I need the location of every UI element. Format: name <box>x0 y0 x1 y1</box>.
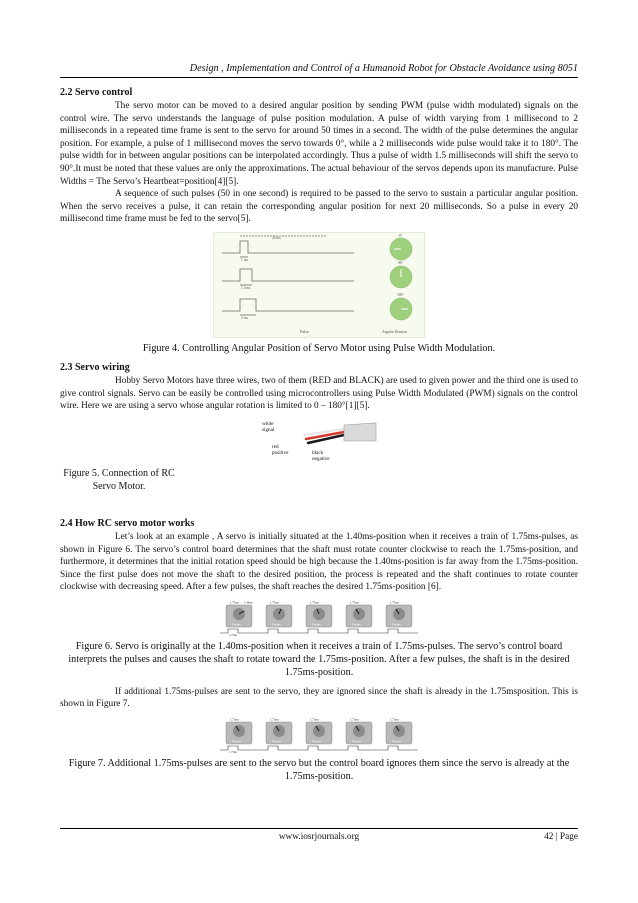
servo-connector <box>344 423 376 441</box>
section-heading-servo-control: 2.2 Servo control <box>60 87 133 98</box>
servo-brand: Futaba <box>312 739 321 744</box>
paragraph: A sequence of such pulses (50 in one second) is required to be passed to the servo to sustain a particular angular position. When the servo receives a pulse, it can retain the corresponding angular position for next 20 milliseconds. So a pulse in every 20 millisecond time frame must be fed to the servo[5]. <box>60 189 578 225</box>
pulse-label: 1.75ms <box>350 600 359 605</box>
pulse-label: 1.75ms <box>270 600 279 605</box>
pulse-label: 1.75ms <box>310 600 319 605</box>
pulse-label: 1.75ms <box>230 717 239 722</box>
figure-7-caption: Figure 7. Additional 1.75ms-pulses are sent to the servo but the control board ignores them since the servo is already at the 1.75ms-position. <box>68 757 570 782</box>
pulse-label: 1.75ms <box>390 717 399 722</box>
label-pulse: Pulse <box>300 328 309 334</box>
label-signal: signal <box>262 426 275 433</box>
section-heading-rc-servo: 2.4 How RC servo motor works <box>60 517 195 529</box>
label-1ms: 1 ms <box>241 257 248 262</box>
label-2ms: 2 ms <box>241 315 248 320</box>
label-positive: positive <box>272 449 289 456</box>
header-rule <box>60 77 578 78</box>
pulse-label: 1.75ms <box>350 717 359 722</box>
label-angular-rotation: Angular Rotation <box>382 329 408 334</box>
pulse-label: 1.75ms <box>270 717 279 722</box>
footer-site: www.iosrjournals.org <box>278 832 360 842</box>
angle-0: 0° <box>399 233 403 238</box>
servo-brand: Futaba <box>232 622 241 627</box>
servo-brand: Futaba <box>392 739 401 744</box>
servo-hold-svg <box>218 717 420 753</box>
pulse-label: 1.75ms <box>230 600 239 605</box>
start-label: 1.40ms <box>244 600 253 605</box>
figure-5-servo-wiring <box>260 419 378 463</box>
figure-6-caption: Figure 6. Servo is originally at the 1.40ms-position when it receives a train of 1.75ms-pulses. The servo’s control board interprets the pulses and causes the shaft to rotate toward the 1.75ms-position. After a few pulses, the shaft is in the desired 1.75ms-position. <box>68 640 570 679</box>
figure-4-caption: Figure 4. Controlling Angular Position of Servo Motor using Pulse Width Modulation. <box>142 342 496 354</box>
label-1-5ms: 1.5 ms <box>241 285 251 290</box>
running-header: Design , Implementation and Control of a Humanoid Robot for Obstacle Avoidance using 8051 <box>189 63 578 74</box>
figure-7-servo-hold <box>218 717 420 753</box>
label-white: white <box>262 420 274 427</box>
servo-brand: Futaba <box>392 622 401 627</box>
section-heading-servo-wiring: 2.3 Servo wiring <box>60 362 130 374</box>
pulse-trace-2ms <box>222 299 354 311</box>
pulse-train <box>220 746 418 750</box>
angle-180: 180° <box>397 292 404 297</box>
pulse-train <box>220 629 418 633</box>
footer-page-number: 42 | Page <box>544 832 578 842</box>
pulse-label: 1.75ms <box>390 600 399 605</box>
pulse-trace-1-5ms <box>222 269 354 281</box>
figure-6-servo-sequence <box>218 600 420 636</box>
paragraph: If additional 1.75ms-pulses are sent to the servo, they are ignored since the shaft is already in the 1.75msposition. This is shown in Figure 7. <box>60 686 578 710</box>
servo-brand: Futaba <box>272 622 281 627</box>
pulse-width-label: 1.75ms <box>229 750 238 753</box>
paragraph: Let’s look at an example , A servo is initially situated at the 1.40ms-position when it receives a train of 1.75ms-pulses, as shown in Figure 6. The servo’s control board determines that the shaft must rotate counter clockwise to reach the 1.75ms-position, and furthermore, it determines that the initial rotation speed should be high because the 1.40ms-position is far away from the 1.75ms-position. Since the first pulse does not move the shaft to the desired position, the process is repeated and the shaft continues to rotate counter clockwise with decreasing speed. After a few pulses, the shaft reaches the desired 1.75ms-position [6]. <box>60 531 578 593</box>
label-negative: negative <box>312 455 330 462</box>
servo-brand: Futaba <box>352 739 361 744</box>
pulse-label: 1.75ms <box>310 717 319 722</box>
figure-4-pwm-diagram <box>213 232 425 338</box>
servo-brand: Futaba <box>272 739 281 744</box>
servo-brand: Futaba <box>232 739 241 744</box>
label-red: red <box>272 443 279 450</box>
servo-wiring-svg <box>260 419 378 463</box>
servo-brand: Futaba <box>312 622 321 627</box>
servo-brand: Futaba <box>352 622 361 627</box>
running-footer <box>60 828 578 842</box>
servo-sequence-svg <box>218 600 420 636</box>
pulse-width-label: 1.75ms <box>229 633 238 636</box>
angle-90: 90° <box>398 260 404 265</box>
paragraph: Hobby Servo Motors have three wires, two of them (RED and BLACK) are used to given power and the third one is used to give control signals. Servo can be easily be controlled using microcontrollers using Pulse Width Modulated (PWM) signals on the control wire. Here we are using a servo whose angular rotation is limited to 0 – 180°[1][5]. <box>60 376 578 412</box>
label-black: black <box>312 449 324 456</box>
paragraph: The servo motor can be moved to a desired angular position by sending PWM (pulse width modulated) signals on the control wire. The servo understands the language of pulse position modulation. A pulse of width varying from 1 millisecond to 2 milliseconds in a repeated time frame is sent to the servo for around 50 times in a second. The width of the pulse determines the angular position. For example, a pulse of 1 millisecond moves the servo towards 0°, while a 2 milliseconds wide pulse would take it to 180°. The pulse width for in between angular positions can be interpolated accordingly. Thus a pulse of width 1.5 milliseconds will shift the servo to 90°.It must be noted that these values are only the approximations. The actual behaviour of the servos depends upon its manufacture. Pulse Widths = The Servo’s Heartbeat=position[4][5]. <box>60 101 578 187</box>
pwm-diagram-svg <box>214 233 426 339</box>
pulse-trace-1ms <box>222 241 354 253</box>
figure-5-caption: Figure 5. Connection of RC Servo Motor. <box>63 467 175 493</box>
page-content <box>60 86 578 789</box>
label-20ms: 20 ms <box>272 235 281 240</box>
